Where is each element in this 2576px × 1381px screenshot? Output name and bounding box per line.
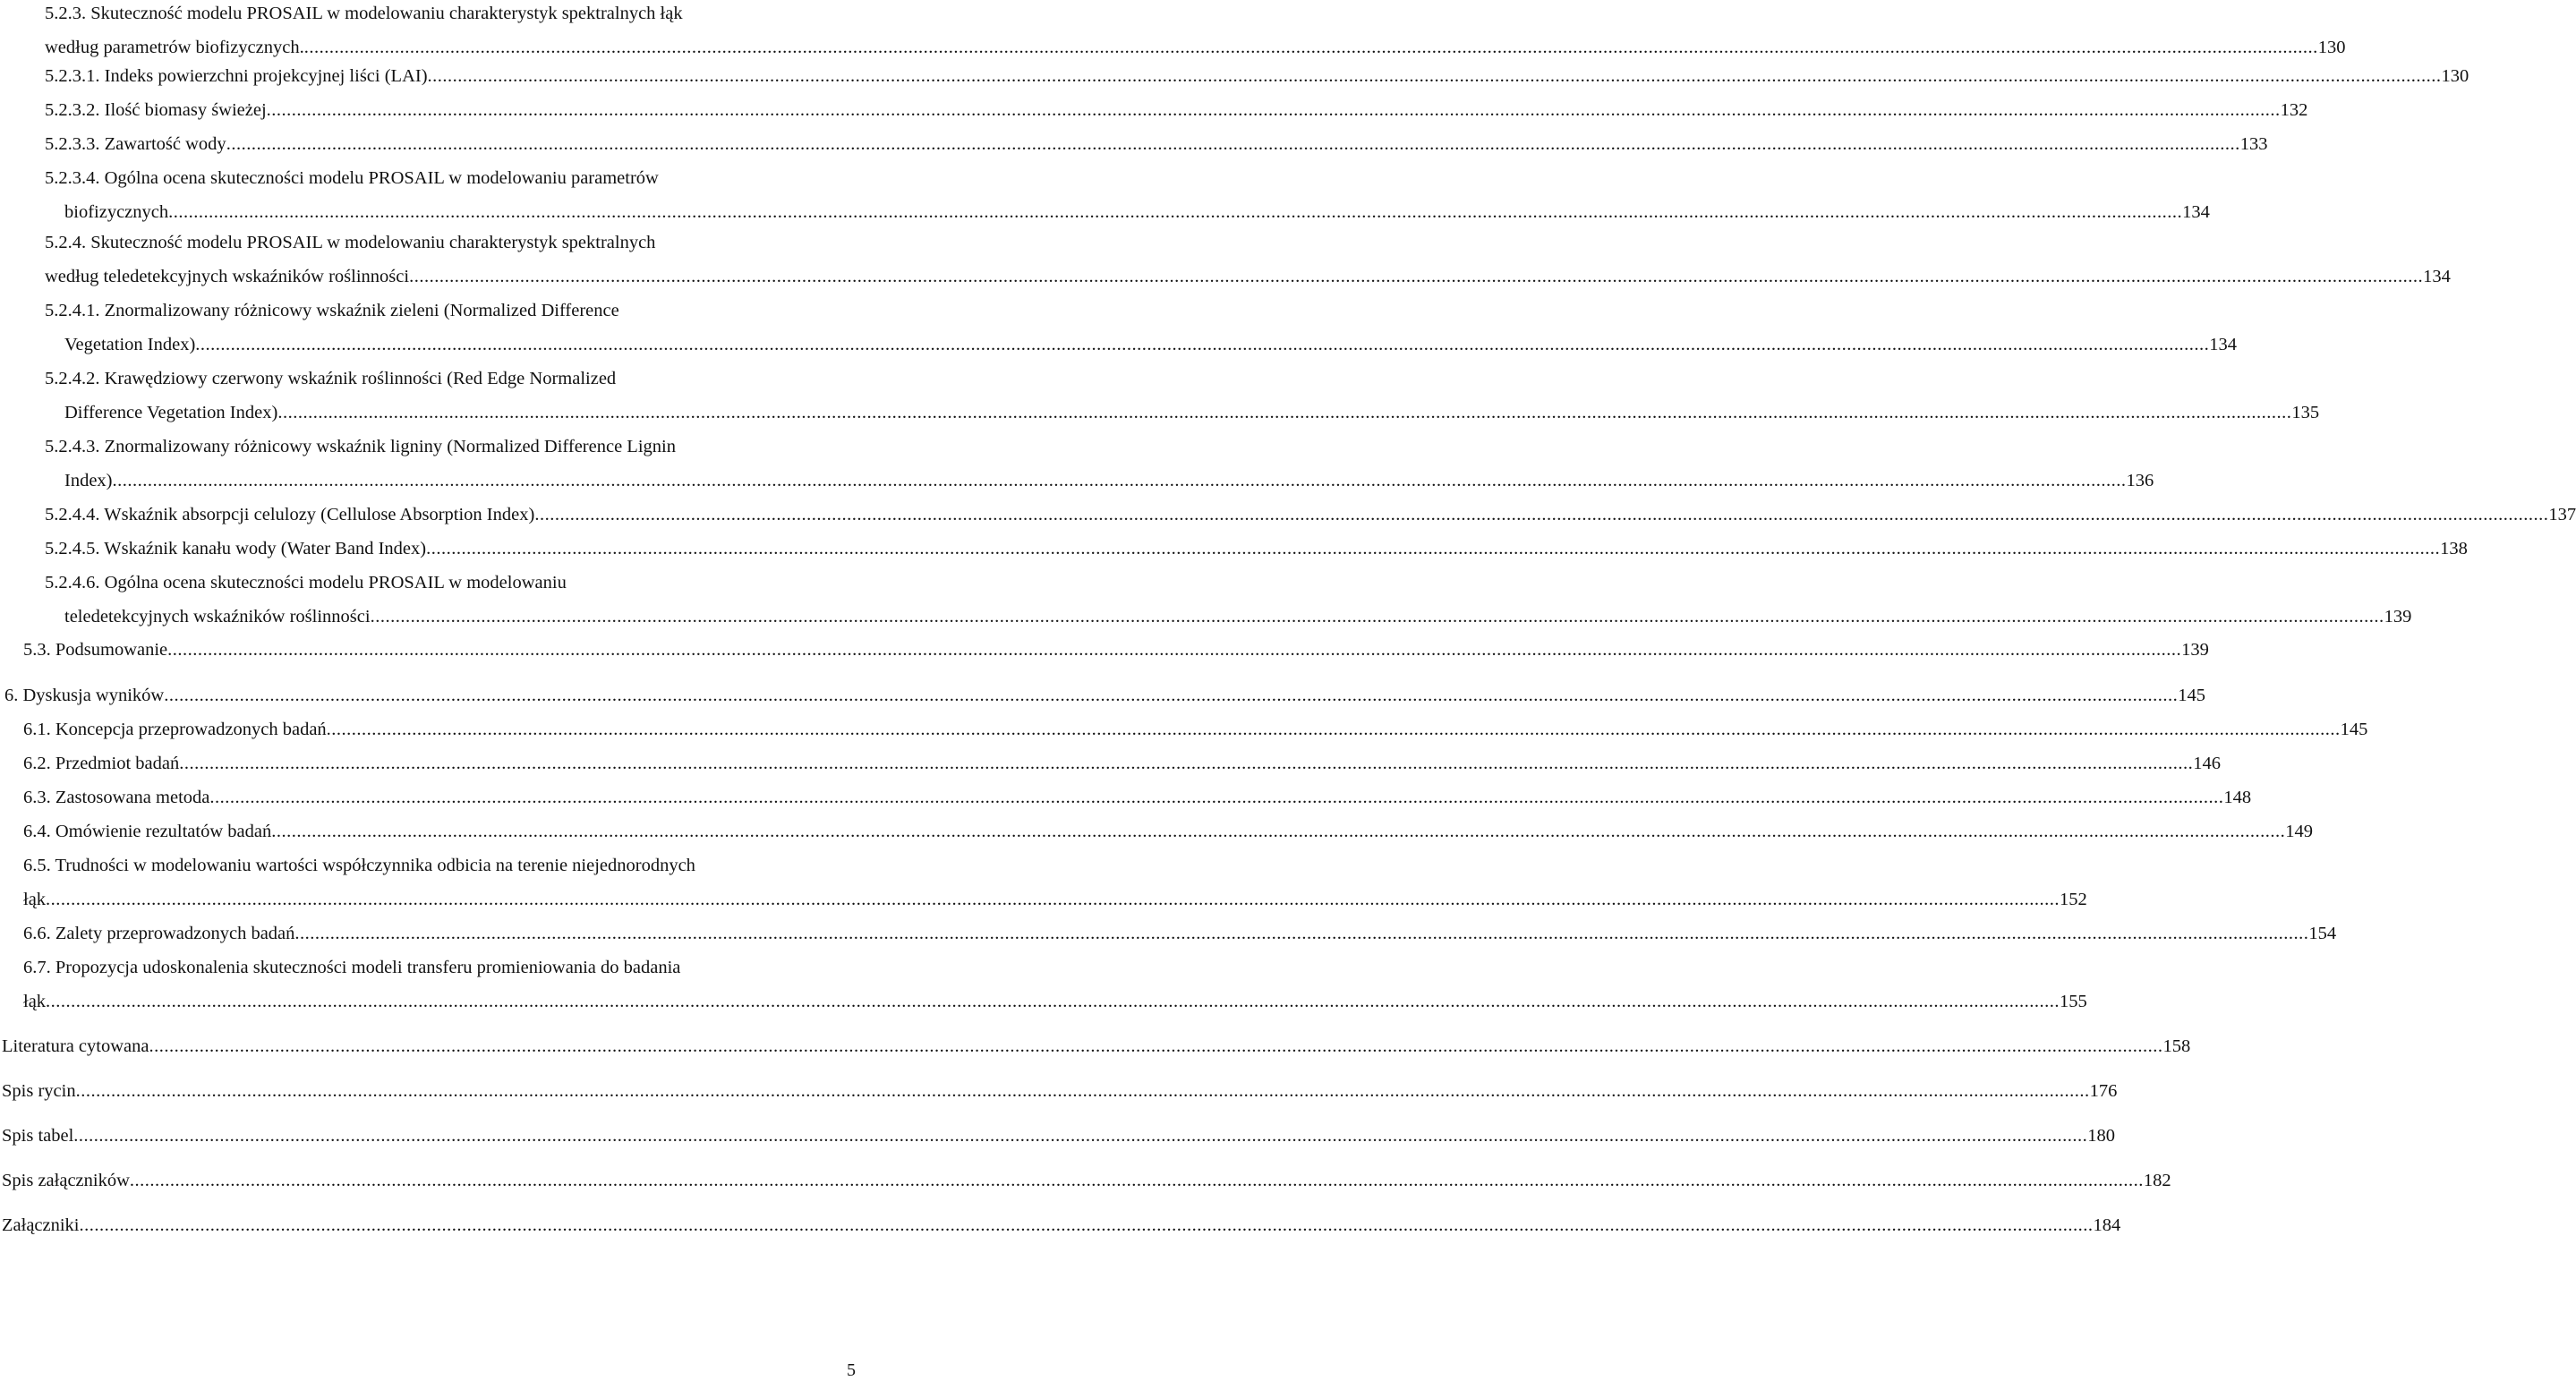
toc-entry-title: według teledetekcyjnych wskaźników roślinności bbox=[45, 267, 410, 286]
dot-leader: ................................................................................................................................................................................................................................................................................................................................................................................................................ bbox=[209, 788, 2224, 807]
dot-leader: ................................................................................................................................................................................................................................................................................................................................................................................................................ bbox=[226, 134, 2240, 154]
toc-page-number: 134 bbox=[2209, 335, 2238, 354]
toc-entry-title: łąk bbox=[23, 992, 47, 1011]
toc-entry-title: Vegetation Index) bbox=[64, 335, 196, 354]
toc-entry-title: biofizycznych bbox=[64, 202, 169, 222]
toc-page-number: 149 bbox=[2285, 822, 2313, 841]
toc-entry[interactable] bbox=[0, 920, 2337, 954]
toc-entry-title: Spis tabel bbox=[2, 1126, 74, 1146]
toc-page-number: 136 bbox=[2126, 471, 2154, 490]
dot-leader: ................................................................................................................................................................................................................................................................................................................................................................................................................ bbox=[277, 403, 2292, 422]
toc-page-number: 158 bbox=[2162, 1036, 2191, 1056]
toc-entry-title: 5.2.4.3. Znormalizowany różnicowy wskaźnik ligniny (Normalized Difference Lignin bbox=[45, 437, 676, 456]
toc-entry[interactable] bbox=[0, 501, 2576, 535]
toc-page-number: 184 bbox=[2093, 1215, 2121, 1235]
toc-page-number: 139 bbox=[2384, 607, 2412, 627]
toc-entry[interactable] bbox=[0, 716, 2368, 750]
toc-entry[interactable] bbox=[0, 535, 2468, 569]
toc-entry-title: Spis załączników bbox=[2, 1171, 130, 1190]
dot-leader: ................................................................................................................................................................................................................................................................................................................................................................................................................ bbox=[46, 992, 2060, 1011]
toc-page-number: 135 bbox=[2291, 403, 2320, 422]
toc-entry[interactable] bbox=[0, 365, 2320, 433]
toc-entry-title: 6.1. Koncepcja przeprowadzonych badań bbox=[23, 720, 327, 739]
dot-leader: ................................................................................................................................................................................................................................................................................................................................................................................................................ bbox=[426, 539, 2441, 558]
toc-entry[interactable] bbox=[0, 63, 2469, 97]
dot-leader: ................................................................................................................................................................................................................................................................................................................................................................................................................ bbox=[73, 1126, 2088, 1146]
toc-entry-title: 6.6. Zalety przeprowadzonych badań bbox=[23, 924, 295, 943]
toc-entry[interactable] bbox=[0, 0, 2346, 68]
dot-leader: ................................................................................................................................................................................................................................................................................................................................................................................................................ bbox=[409, 267, 2424, 286]
toc-page-number: 133 bbox=[2239, 134, 2268, 154]
toc-entry-title: 5.2.4.6. Ogólna ocena skuteczności modelu PROSAIL w modelowaniu bbox=[45, 573, 567, 592]
toc-page-number: 182 bbox=[2143, 1171, 2171, 1190]
toc-entry-title: łąk bbox=[23, 890, 47, 909]
dot-leader: ................................................................................................................................................................................................................................................................................................................................................................................................................ bbox=[534, 505, 2549, 524]
toc-page-number: 176 bbox=[2089, 1081, 2118, 1101]
toc-entry[interactable] bbox=[0, 682, 2205, 716]
toc-entry[interactable] bbox=[0, 1033, 2191, 1067]
toc-entry[interactable] bbox=[0, 1167, 2171, 1201]
toc-entry-title: Difference Vegetation Index) bbox=[64, 403, 278, 422]
toc-entry[interactable] bbox=[0, 636, 2209, 670]
toc-entry[interactable] bbox=[0, 1212, 2121, 1246]
toc-entry-title: Załączniki bbox=[2, 1215, 80, 1235]
toc-page-number: 145 bbox=[2178, 686, 2205, 705]
toc-entry-title: 5.2.4.4. Wskaźnik absorpcji celulozy (Cellulose Absorption Index) bbox=[45, 505, 535, 524]
toc-entry-title: Index) bbox=[64, 471, 113, 490]
dot-leader: ................................................................................................................................................................................................................................................................................................................................................................................................................ bbox=[149, 1036, 2163, 1056]
toc-page-number: 145 bbox=[2340, 720, 2368, 739]
dot-leader: ................................................................................................................................................................................................................................................................................................................................................................................................................ bbox=[271, 822, 2286, 841]
toc-entry-title: 5.2.3.3. Zawartość wody bbox=[45, 134, 226, 154]
toc-entry[interactable] bbox=[0, 818, 2313, 852]
toc-entry-title: teledetekcyjnych wskaźników roślinności bbox=[64, 607, 371, 627]
toc-entry[interactable] bbox=[0, 229, 2451, 297]
toc-entry[interactable] bbox=[0, 852, 2087, 920]
toc-entry[interactable] bbox=[0, 784, 2252, 818]
toc-entry-title: 5.2.4.1. Znormalizowany różnicowy wskaźnik zieleni (Normalized Difference bbox=[45, 301, 619, 320]
toc-page-number: 137 bbox=[2548, 505, 2576, 524]
dot-leader: ................................................................................................................................................................................................................................................................................................................................................................................................................ bbox=[326, 720, 2341, 739]
toc-page-number: 138 bbox=[2440, 539, 2468, 558]
toc-entry[interactable] bbox=[0, 750, 2221, 784]
dot-leader: ................................................................................................................................................................................................................................................................................................................................................................................................................ bbox=[79, 1215, 2094, 1235]
toc-entry-title: 5.3. Podsumowanie bbox=[23, 640, 168, 660]
dot-leader: ................................................................................................................................................................................................................................................................................................................................................................................................................ bbox=[129, 1171, 2144, 1190]
toc-entry[interactable] bbox=[0, 1078, 2118, 1112]
toc-page-number: 152 bbox=[2060, 890, 2087, 909]
toc-entry[interactable] bbox=[0, 97, 2308, 131]
dot-leader: ................................................................................................................................................................................................................................................................................................................................................................................................................ bbox=[75, 1081, 2090, 1101]
toc-entry[interactable] bbox=[0, 131, 2268, 165]
toc-entry-title: 5.2.4.2. Krawędziowy czerwony wskaźnik roślinności (Red Edge Normalized bbox=[45, 369, 617, 388]
toc-entry[interactable] bbox=[0, 569, 2412, 637]
toc-entry-title: 5.2.4. Skuteczność modelu PROSAIL w modelowaniu charakterystyk spektralnych bbox=[45, 233, 656, 252]
toc-entry[interactable] bbox=[0, 165, 2210, 233]
toc-entry-title: 5.2.3.1. Indeks powierzchni projekcyjnej liści (LAI) bbox=[45, 66, 428, 86]
toc-entry-title: Spis rycin bbox=[2, 1081, 76, 1101]
toc-page-number: 154 bbox=[2308, 924, 2337, 943]
toc-page-number: 139 bbox=[2181, 640, 2209, 660]
dot-leader: ................................................................................................................................................................................................................................................................................................................................................................................................................ bbox=[294, 924, 2309, 943]
dot-leader: ................................................................................................................................................................................................................................................................................................................................................................................................................ bbox=[179, 754, 2194, 773]
dot-leader: ................................................................................................................................................................................................................................................................................................................................................................................................................ bbox=[167, 640, 2182, 660]
toc-entry-title: 6.2. Przedmiot badań bbox=[23, 754, 180, 773]
toc-page-number: 130 bbox=[2441, 66, 2469, 86]
toc-entry-title: 6.4. Omówienie rezultatów badań bbox=[23, 822, 272, 841]
toc-entry[interactable] bbox=[0, 433, 2154, 501]
dot-leader: ................................................................................................................................................................................................................................................................................................................................................................................................................ bbox=[266, 100, 2281, 120]
toc-entry-title: 5.2.3.4. Ogólna ocena skuteczności modelu PROSAIL w modelowaniu parametrów bbox=[45, 168, 659, 188]
toc-entry[interactable] bbox=[0, 1122, 2116, 1156]
toc-page-number: 148 bbox=[2223, 788, 2252, 807]
dot-leader: ................................................................................................................................................................................................................................................................................................................................................................................................................ bbox=[370, 607, 2384, 627]
dot-leader: ................................................................................................................................................................................................................................................................................................................................................................................................................ bbox=[164, 686, 2179, 705]
toc-page-number: 180 bbox=[2087, 1126, 2116, 1146]
toc-entry-title: 6.5. Trudności w modelowaniu wartości współczynnika odbicia na terenie niejednorodnych bbox=[23, 856, 695, 875]
toc-page-number: 134 bbox=[2182, 202, 2210, 222]
toc-entry-title: Literatura cytowana bbox=[2, 1036, 149, 1056]
dot-leader: ................................................................................................................................................................................................................................................................................................................................................................................................................ bbox=[195, 335, 2210, 354]
toc-entry-title: 5.2.3. Skuteczność modelu PROSAIL w modelowaniu charakterystyk spektralnych łąk bbox=[45, 4, 683, 23]
toc-entry-title: 5.2.3.2. Ilość biomasy świeżej bbox=[45, 100, 267, 120]
toc-entry-title: 5.2.4.5. Wskaźnik kanału wody (Water Band Index) bbox=[45, 539, 427, 558]
toc-entry[interactable] bbox=[0, 297, 2238, 365]
dot-leader: ................................................................................................................................................................................................................................................................................................................................................................................................................ bbox=[303, 38, 2318, 57]
toc-page-number: 130 bbox=[2317, 38, 2346, 57]
toc-entry-title: 6. Dyskusja wyników bbox=[4, 686, 165, 705]
toc-page-number: 146 bbox=[2193, 754, 2221, 773]
page-number: 5 bbox=[847, 1360, 856, 1380]
dot-leader: ................................................................................................................................................................................................................................................................................................................................................................................................................ bbox=[112, 471, 2127, 490]
toc-entry-title: według parametrów biofizycznych. bbox=[45, 38, 304, 57]
toc-entry-title: 6.3. Zastosowana metoda bbox=[23, 788, 210, 807]
toc-entry-title: 6.7. Propozycja udoskonalenia skuteczności modeli transferu promieniowania do badania bbox=[23, 958, 681, 977]
dot-leader: ................................................................................................................................................................................................................................................................................................................................................................................................................ bbox=[46, 890, 2060, 909]
dot-leader: ................................................................................................................................................................................................................................................................................................................................................................................................................ bbox=[168, 202, 2183, 222]
toc-page-number: 132 bbox=[2280, 100, 2308, 120]
toc-page-number: 134 bbox=[2423, 267, 2451, 286]
dot-leader: ................................................................................................................................................................................................................................................................................................................................................................................................................ bbox=[427, 66, 2442, 86]
toc-entry[interactable] bbox=[0, 954, 2087, 1022]
toc-page-number: 155 bbox=[2060, 992, 2087, 1011]
